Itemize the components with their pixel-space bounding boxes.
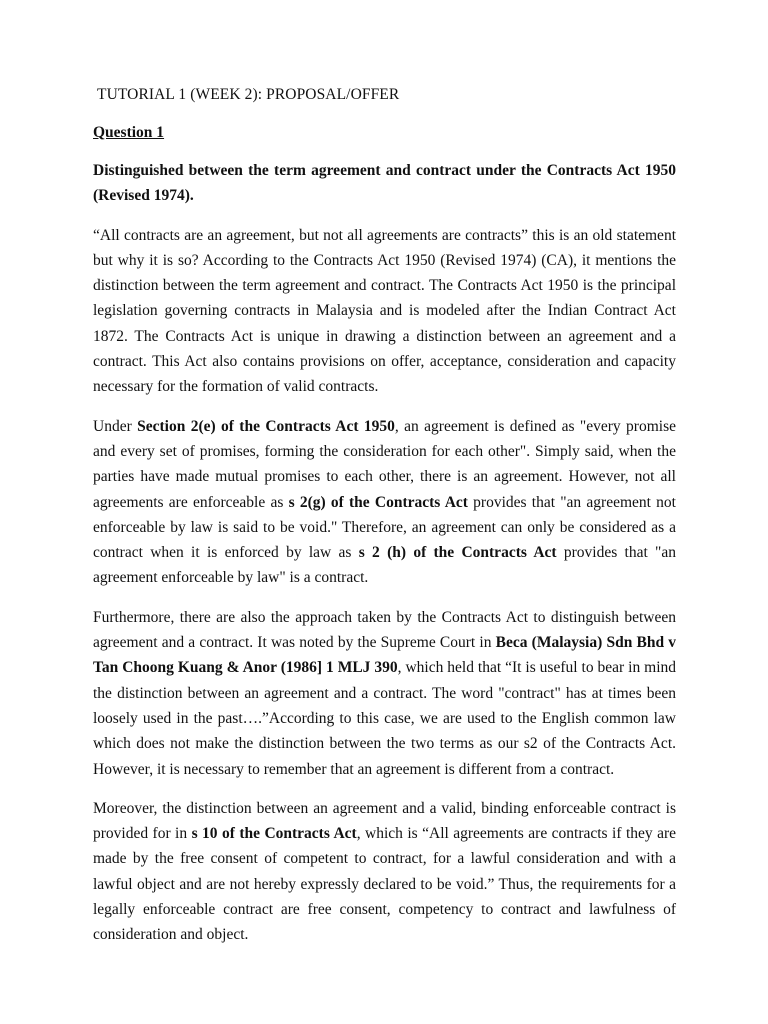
paragraph-2 bbox=[93, 414, 676, 591]
paragraph-2-text-4: provides that "an agreement enforceable by law" is a contract. bbox=[93, 544, 676, 587]
document-body bbox=[93, 158, 676, 962]
paragraph-2-bold-1: Section 2(e) of the Contracts Act 1950 bbox=[137, 417, 395, 435]
question-heading: Question 1 bbox=[93, 124, 165, 141]
paragraph-3-text-2: , which held that “It is useful to bear in mind the distinction between an agreement and a contract. The word "contract" has at times been loosely used in the past….”According to this case, we are used to the English common law which does not make the distinction between the two terms as our s2 of the Contracts Act. However, it is necessary to remember that an agreement is different from a contract. bbox=[93, 659, 676, 778]
paragraph-2-text-3: provides that "an agreement not enforceable by law is said to be void." Therefore, an agreement can only be considered as a contract when it is enforced by law as bbox=[93, 493, 676, 562]
paragraph-3-text-1: Furthermore, there are also the approach taken by the Contracts Act to distinguish between agreement and a contract. It was noted by the Supreme Court in bbox=[93, 608, 676, 652]
paragraph-3 bbox=[93, 605, 676, 782]
paragraph-2-text-1: Under bbox=[93, 417, 138, 435]
paragraph-4-bold-1: s 10 of the Contracts Act bbox=[191, 825, 357, 843]
paragraph-4 bbox=[93, 796, 676, 948]
paragraph-2-bold-3: s 2 (h) of the Contracts Act bbox=[358, 544, 557, 562]
question-text: Distinguished between the term agreement and contract under the Contracts Act 1950 (Revised 1974). bbox=[93, 162, 676, 205]
paragraph-4-text-1: Moreover, the distinction between an agreement and a valid, binding enforceable contract is provided for in bbox=[93, 799, 676, 843]
paragraph-2-text-2: , an agreement is defined as "every promise and every set of promises, forming the consideration for each other". Simply said, when the parties have made mutual promises to each other, there is an agreement. However, not all agreements are enforceable as bbox=[93, 417, 676, 511]
paragraph-2-bold-2: s 2(g) of the Contracts Act bbox=[288, 493, 468, 511]
page-title: TUTORIAL 1 (WEEK 2): PROPOSAL/OFFER bbox=[97, 86, 400, 103]
paragraph-1: “All contracts are an agreement, but not all agreements are contracts” this is an old statement but why it is so? According to the Contracts Act 1950 (Revised 1974) (CA), it mentions the distinction between the term agreement and contract. The Contracts Act 1950 is the principal legislation governing contracts in Malaysia and is modeled after the Indian Contract Act 1872. The Contracts Act is unique in drawing a distinction between an agreement and a contract. This Act also contains provisions on offer, acceptance, consideration and capacity necessary for the formation of valid contracts. bbox=[93, 226, 676, 396]
paragraph-4-text-2: , which is “All agreements are contracts if they are made by the free consent of competent to contract, for a lawful consideration and with a lawful object and are not hereby expressly declared to be void.” Thus, the requirements for a legally enforceable contract are free consent, competency to contract and lawfulness of consideration and object. bbox=[93, 825, 676, 944]
paragraph-3-bold-1: Beca (Malaysia) Sdn Bhd v Tan Choong Kuang & Anor (1986] 1 MLJ 390 bbox=[93, 634, 677, 677]
